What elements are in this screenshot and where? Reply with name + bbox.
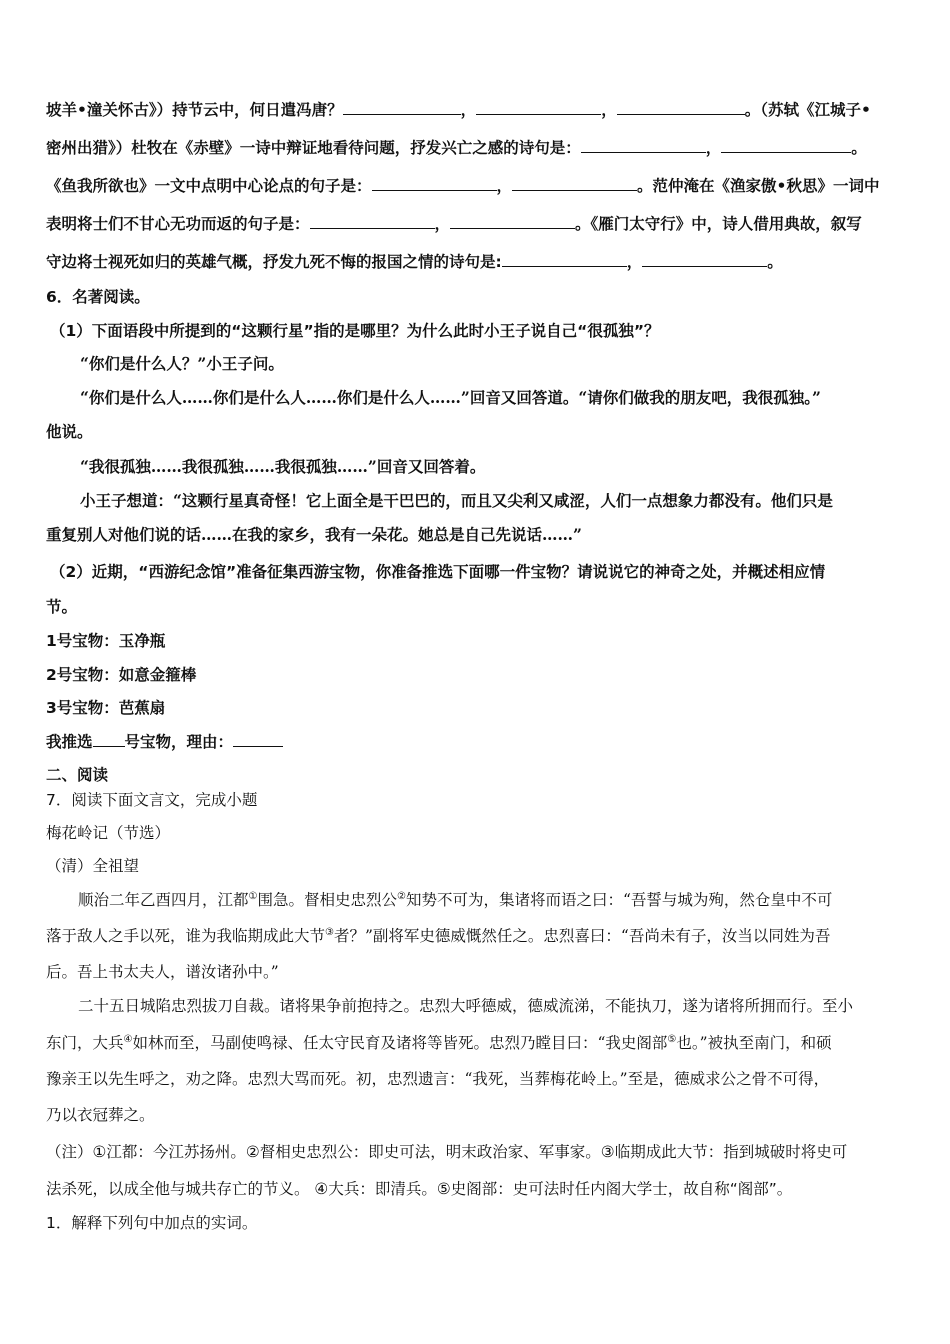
q6-passage-p4: 小王子想道：“这颗行星真奇怪！它上面全是干巴巴的，而且又尖利又咸涩，人们一点想象力都没有。他们只是	[80, 491, 833, 510]
text: 表明将士们不甘心无功而返的句子是：	[46, 215, 310, 233]
q7-sub1: 1．解释下列句中加点的实词。	[46, 1214, 258, 1232]
treasure-3: 3号宝物：芭蕉扇	[46, 699, 166, 717]
answer-blank[interactable]	[476, 100, 601, 115]
q6-passage-p3: “我很孤独……我很孤独……我很孤独……”回音又回答着。	[80, 457, 486, 476]
fill-line-1	[46, 100, 912, 120]
comma: ，	[626, 253, 643, 271]
recommend-line	[46, 732, 912, 752]
passage-p2-l4: 乃以衣冠葬之。	[46, 1106, 155, 1124]
text: 。《雁门太守行》中，诗人借用典故，叙写	[575, 215, 862, 233]
answer-blank[interactable]	[617, 100, 745, 115]
passage-author: （清）全祖望	[46, 857, 140, 875]
fill-line-5	[46, 252, 912, 272]
q6-passage-p2: “你们是什么人……你们是什么人……你们是什么人……”回音又回答道。“请你们做我的朋友吧，我很孤独。”	[80, 388, 821, 407]
comma: ，	[460, 101, 477, 119]
answer-blank[interactable]	[343, 100, 461, 115]
part2-heading: 二、阅读	[46, 766, 109, 784]
comma: ，	[705, 139, 722, 157]
treasure-1: 1号宝物：玉净瓶	[46, 632, 166, 650]
answer-blank[interactable]	[372, 176, 497, 191]
text: 。（苏轼《江城子•	[744, 101, 871, 119]
q6-passage-p2-cont: 他说。	[46, 422, 93, 441]
fill-line-3	[46, 176, 912, 196]
notes-l1: （注）①江都：今江苏扬州。②督相史忠烈公：即史可法，明末政治家、军事家。③临期成此大节：指到城破时将史可	[46, 1143, 848, 1161]
passage-p2-l2	[46, 1033, 912, 1053]
answer-blank[interactable]	[512, 176, 637, 191]
period: 。	[851, 139, 867, 157]
text: 围急。督相史忠烈公	[257, 891, 397, 909]
text: 号宝物，理由：	[124, 733, 234, 751]
answer-blank[interactable]	[450, 214, 575, 229]
text: 坡羊•潼关怀古》）持节云中，何日遣冯唐？	[46, 101, 343, 119]
text: 。范仲淹在《渔家傲•秋思》一词中	[637, 177, 880, 195]
text: 密州出猎》）杜牧在《赤壁》一诗中辩证地看待问题，抒发兴亡之感的诗句是：	[46, 139, 581, 157]
comma: ，	[434, 215, 451, 233]
comma: ，	[496, 177, 513, 195]
fill-line-2	[46, 138, 912, 158]
answer-blank[interactable]	[581, 138, 706, 153]
note-mark: ③	[325, 926, 334, 938]
text: 如林而至，马副使鸣禄、任太守民育及诸将等皆死。忠烈乃瞠目曰：“我史阁部	[132, 1034, 668, 1052]
text: 知势不可为，集诸将而语之曰：“吾誓与城为殉，然仓皇中不可	[405, 891, 833, 909]
q7-title: 7．阅读下面文言文，完成小题	[46, 791, 258, 809]
q6-passage-p1: “你们是什么人？”小王子问。	[80, 354, 284, 373]
q6-sub2: （2）近期，“西游纪念馆”准备征集西游宝物，你准备推选下面哪一件宝物？请说说它的神奇之处，并概述相应情	[50, 563, 826, 581]
answer-blank[interactable]	[310, 214, 435, 229]
treasure-number-blank[interactable]	[93, 732, 125, 747]
passage-title: 梅花岭记（节选）	[46, 824, 171, 842]
passage-p1-l3: 后。吾上书太夫人，谱汝诸孙中。”	[46, 963, 279, 981]
passage-p1-l1	[78, 890, 912, 910]
text: 我推选	[46, 733, 93, 751]
passage-p1-l2	[46, 926, 912, 946]
reason-blank[interactable]	[233, 732, 283, 747]
note-mark: ②	[397, 890, 406, 902]
note-mark: ④	[123, 1033, 133, 1045]
text: 东门，大兵	[46, 1034, 124, 1052]
comma: ，	[601, 101, 617, 119]
passage-p2-l1: 二十五日城陷忠烈拔刀自裁。诸将果争前抱持之。忠烈大呼德威，德威流涕，不能执刀，遂为诸将所拥而行。至小	[78, 997, 854, 1015]
text: 也。”被执至南门，和硕	[676, 1034, 832, 1052]
text: 者？”副将军史德威慨然任之。忠烈喜曰：“吾尚未有子，汝当以同姓为吾	[333, 927, 831, 945]
q6-sub1: （1）下面语段中所提到的“这颗行星”指的是哪里？为什么此时小王子说自己“很孤独”？	[50, 322, 660, 340]
answer-blank[interactable]	[502, 252, 627, 267]
text: 《鱼我所欲也》一文中点明中心论点的句子是：	[46, 177, 372, 195]
answer-blank[interactable]	[642, 252, 767, 267]
q6-sub2-cont: 节。	[46, 598, 78, 616]
notes-l2: 法杀死，以成全他与城共存亡的节义。 ④大兵：即清兵。⑤史阁部：史可法时任内阁大学士，故自称“阁部”。	[46, 1180, 793, 1198]
text: 顺治二年乙酉四月，江都	[78, 891, 249, 909]
answer-blank[interactable]	[721, 138, 851, 153]
period: 。	[767, 253, 783, 271]
note-mark: ①	[248, 890, 258, 902]
text: 落于敌人之手以死，谁为我临期成此大节	[46, 927, 326, 945]
q6-passage-p4-cont: 重复别人对他们说的话……在我的家乡，我有一朵花。她总是自己先说话……”	[46, 525, 582, 544]
fill-line-4	[46, 214, 912, 234]
text: 守边将士视死如归的英雄气概，抒发九死不悔的报国之情的诗句是:	[46, 253, 502, 271]
q6-title: 6．名著阅读。	[46, 288, 150, 306]
treasure-2: 2号宝物：如意金箍棒	[46, 666, 197, 684]
passage-p2-l3: 豫亲王以先生呼之，劝之降。忠烈大骂而死。初，忠烈遗言：“我死，当葬梅花岭上。”至是，德威求公之骨不可得，	[46, 1070, 830, 1088]
note-mark: ⑤	[667, 1033, 677, 1045]
